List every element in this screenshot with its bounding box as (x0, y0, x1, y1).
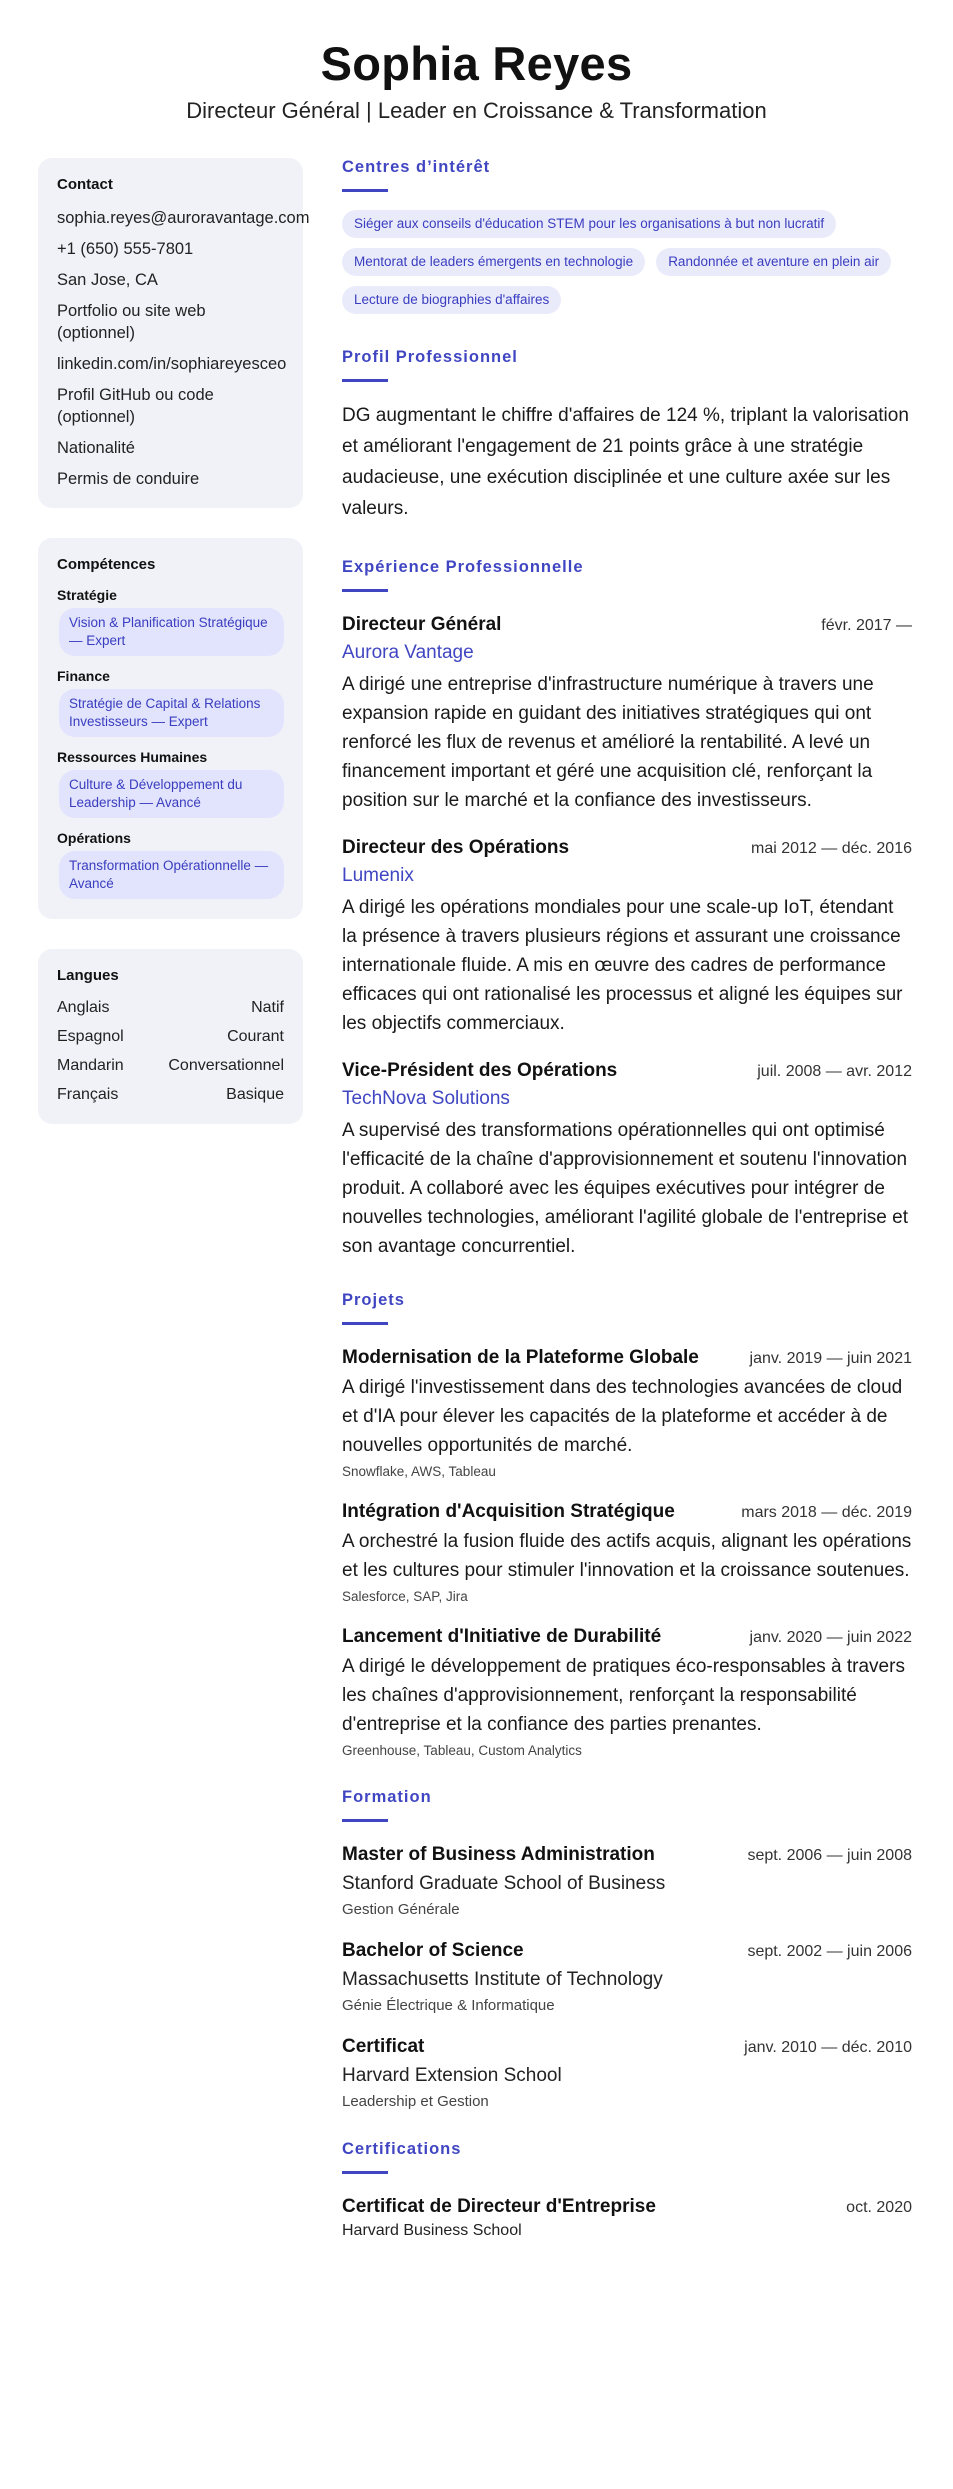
language-name: Mandarin (57, 1057, 124, 1074)
projects-heading: Projets (342, 1291, 405, 1309)
skill-pill: Culture & Développement du Leadership — Avancé (59, 770, 284, 818)
job-description: A dirigé les opérations mondiales pour une scale-up IoT, étendant la présence à travers plusieurs régions et assurant une croissance internationale fluide. A mis en œuvre des cadres de performance efficaces qui ont rationalisé les processus et aligné les équipes sur les objectifs commerciaux. (342, 897, 903, 1034)
project-title: Modernisation de la Plateforme Globale (342, 1347, 699, 1368)
job-dates: juil. 2008 — avr. 2012 (757, 1063, 912, 1080)
experience-entry (342, 1060, 912, 1261)
company-name: Lumenix (342, 865, 414, 886)
project-tech: Greenhouse, Tableau, Custom Analytics (342, 1743, 582, 1758)
experience-section (342, 558, 912, 1261)
school-name: Stanford Graduate School of Business (342, 1873, 666, 1894)
interests-heading: Centres d’intérêt (342, 158, 491, 176)
education-section (342, 1788, 912, 2110)
skills-card (38, 538, 303, 919)
education-heading: Formation (342, 1788, 432, 1806)
contact-phone[interactable]: +1 (650) 555-7801 (57, 240, 194, 258)
project-title: Intégration d'Acquisition Stratégique (342, 1501, 675, 1522)
contact-nationality: Nationalité (57, 439, 135, 457)
certification-date: oct. 2020 (846, 2199, 912, 2216)
interests-tags (342, 210, 912, 314)
language-level: Natif (251, 999, 284, 1016)
education-entry (342, 1844, 912, 1918)
sidebar (38, 158, 310, 1154)
language-row (57, 1085, 284, 1105)
section-divider (342, 379, 388, 382)
main-content (342, 158, 912, 2240)
language-row (57, 1056, 284, 1076)
interest-tag: Siéger aux conseils d'éducation STEM pour les organisations à but non lucratif (342, 210, 836, 238)
certification-name: Certificat de Directeur d'Entreprise (342, 2196, 656, 2217)
project-dates: janv. 2020 — juin 2022 (749, 1629, 912, 1646)
education-entry (342, 2036, 912, 2110)
job-title: Directeur Général (342, 614, 502, 635)
section-divider (342, 589, 388, 592)
certification-entry (342, 2196, 912, 2240)
skill-pill: Transformation Opérationnelle — Avancé (59, 851, 284, 899)
project-dates: janv. 2019 — juin 2021 (749, 1350, 912, 1367)
school-name: Massachusetts Institute of Technology (342, 1969, 663, 1990)
job-description: A supervisé des transformations opérationnelles qui ont optimisé l'efficacité de la chaîne d'approvisionnement et soutenu l'innovation produit. A collaboré avec les équipes exécutives pour intégrer de nouvelles technologies, améliorant l'agilité globale de l'entreprise et son avantage concurrentiel. (342, 1120, 908, 1257)
skill-group (57, 749, 284, 818)
language-name: Anglais (57, 999, 110, 1016)
contact-portfolio[interactable]: Portfolio ou site web (optionnel) (57, 302, 206, 342)
skill-group (57, 587, 284, 656)
project-tech: Snowflake, AWS, Tableau (342, 1464, 496, 1479)
degree-title: Certificat (342, 2036, 425, 2057)
section-divider (342, 1819, 388, 1822)
skill-category: Stratégie (57, 587, 117, 603)
language-level: Basique (226, 1086, 284, 1103)
language-level: Courant (227, 1028, 284, 1045)
interest-tag: Mentorat de leaders émergents en technologie (342, 248, 645, 276)
job-description: A dirigé une entreprise d'infrastructure numérique à travers une expansion rapide en guidant des initiatives stratégiques qui ont renforcé les flux de revenus et amélioré la rentabilité. A levé un financement important et géré une acquisition clé, renforçant la position sur le marché et la confiance des investisseurs. (342, 674, 874, 811)
section-divider (342, 1322, 388, 1325)
resume-header (0, 0, 953, 124)
degree-dates: sept. 2006 — juin 2008 (747, 1847, 912, 1864)
experience-entry (342, 837, 912, 1038)
contact-github[interactable]: Profil GitHub ou code (optionnel) (57, 386, 214, 426)
language-name: Espagnol (57, 1028, 124, 1045)
skill-category: Finance (57, 668, 110, 684)
degree-title: Master of Business Administration (342, 1844, 655, 1865)
language-row (57, 998, 284, 1018)
projects-section (342, 1291, 912, 1758)
languages-title: Langues (57, 967, 119, 984)
certifications-heading: Certifications (342, 2140, 462, 2158)
profile-heading: Profil Professionnel (342, 348, 518, 366)
interest-tag: Randonnée et aventure en plein air (656, 248, 891, 276)
language-level: Conversationnel (168, 1057, 284, 1074)
job-dates: mai 2012 — déc. 2016 (751, 840, 912, 857)
job-title: Vice-Président des Opérations (342, 1060, 618, 1081)
company-name: Aurora Vantage (342, 642, 474, 663)
job-title: Directeur des Opérations (342, 837, 570, 858)
job-dates: févr. 2017 — (821, 617, 912, 634)
skill-category: Ressources Humaines (57, 749, 208, 765)
experience-entry (342, 614, 912, 815)
project-description: A orchestré la fusion fluide des actifs acquis, alignant les opérations et les cultures pour stimuler l'innovation et la croissance soutenues. (342, 1531, 912, 1581)
school-name: Harvard Extension School (342, 2065, 562, 2086)
experience-heading: Expérience Professionnelle (342, 558, 584, 576)
degree-dates: janv. 2010 — déc. 2010 (744, 2039, 912, 2056)
interests-section (342, 158, 912, 314)
languages-card (38, 949, 303, 1124)
certification-issuer: Harvard Business School (342, 2222, 522, 2239)
education-entry (342, 1940, 912, 2014)
interest-tag: Lecture de biographies d'affaires (342, 286, 561, 314)
project-entry (342, 1501, 912, 1604)
field-of-study: Leadership et Gestion (342, 2093, 489, 2110)
field-of-study: Gestion Générale (342, 1901, 460, 1918)
skill-pill: Stratégie de Capital & Relations Investisseurs — Expert (59, 689, 284, 737)
project-description: A dirigé l'investissement dans des technologies avancées de cloud et d'IA pour élever les capacités de la plateforme et accéder à de nouvelles opportunités de marché. (342, 1377, 903, 1456)
language-name: Français (57, 1086, 119, 1103)
skill-group (57, 668, 284, 737)
profile-section (342, 348, 912, 524)
project-dates: mars 2018 — déc. 2019 (741, 1504, 912, 1521)
skill-category: Opérations (57, 830, 131, 846)
project-title: Lancement d'Initiative de Durabilité (342, 1626, 662, 1647)
contact-title: Contact (57, 176, 113, 193)
candidate-name: Sophia Reyes (320, 37, 633, 90)
degree-title: Bachelor of Science (342, 1940, 524, 1961)
contact-linkedin[interactable]: linkedin.com/in/sophiareyesceo (57, 355, 287, 373)
company-name: TechNova Solutions (342, 1088, 510, 1109)
project-description: A dirigé le développement de pratiques éco-responsables à travers les chaînes d'approvisionnement, renforçant la responsabilité d'entreprise et la confiance des parties prenantes. (342, 1656, 905, 1735)
contact-location: San Jose, CA (57, 271, 158, 289)
section-divider (342, 2171, 388, 2174)
project-entry (342, 1347, 912, 1479)
project-tech: Salesforce, SAP, Jira (342, 1589, 468, 1604)
language-row (57, 1027, 284, 1047)
profile-summary: DG augmentant le chiffre d'affaires de 124 %, triplant la valorisation et améliorant l'engagement de 21 points grâce à une stratégie audacieuse, une exécution disciplinée et une culture axée sur les valeurs. (342, 405, 909, 519)
contact-email[interactable]: sophia.reyes@auroravantage.com (57, 209, 310, 227)
skill-pill: Vision & Planification Stratégique — Expert (59, 608, 284, 656)
section-divider (342, 189, 388, 192)
degree-dates: sept. 2002 — juin 2006 (747, 1943, 912, 1960)
project-entry (342, 1626, 912, 1758)
contact-card (38, 158, 310, 508)
certifications-section (342, 2140, 912, 2240)
contact-license: Permis de conduire (57, 470, 200, 488)
skills-title: Compétences (57, 556, 156, 573)
skill-group (57, 830, 284, 899)
field-of-study: Génie Électrique & Informatique (342, 1997, 555, 2014)
candidate-tagline: Directeur Général | Leader en Croissance & Transformation (186, 98, 767, 123)
